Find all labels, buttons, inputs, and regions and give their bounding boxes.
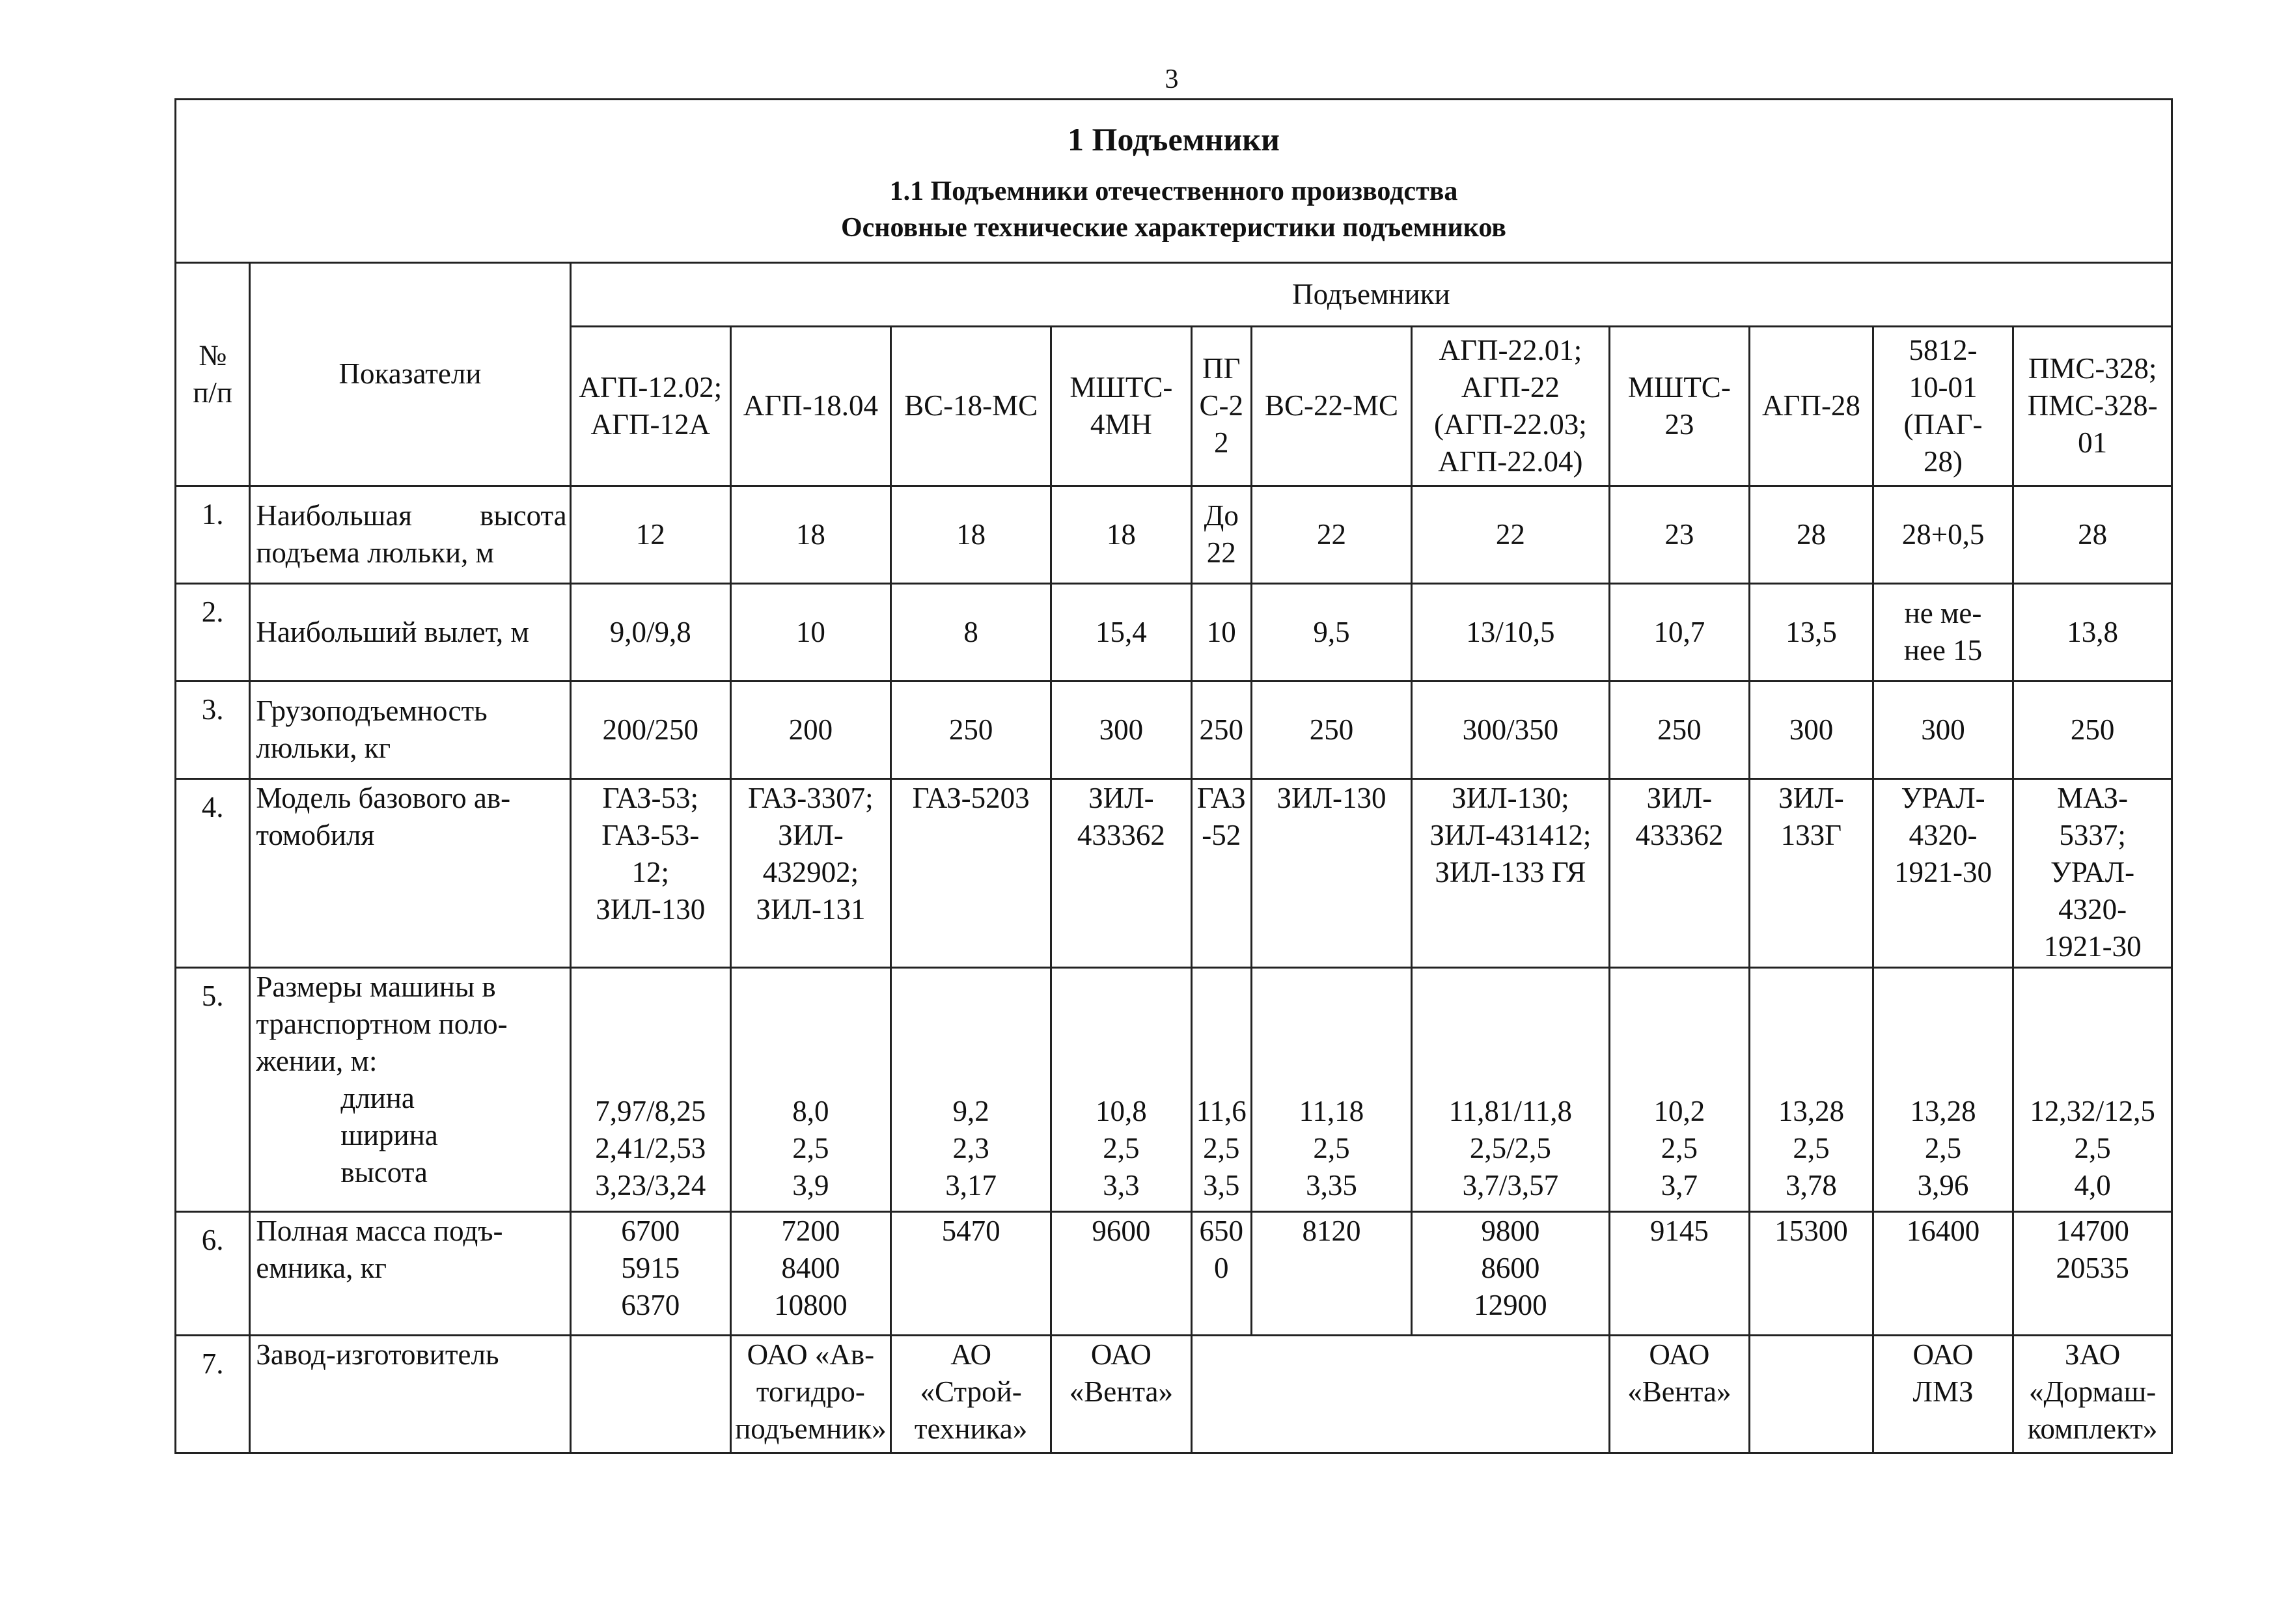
value-cell: 200: [730, 681, 890, 778]
value-cell: 300: [1051, 681, 1191, 778]
model-header: МШТС- 23: [1609, 326, 1749, 486]
value-cell: 6500: [1191, 1211, 1251, 1335]
value-cell: 200/250: [570, 681, 730, 778]
row-label: Модель базового ав- томобиля: [250, 778, 570, 967]
value-cell: 250: [1251, 681, 1411, 778]
value-cell: 13,8: [2013, 583, 2171, 681]
subsection-title: 1.1 Подъемники отечественного производства: [889, 176, 1458, 206]
value-cell: ЗИЛ-130; ЗИЛ-431412; ЗИЛ-133 ГЯ: [1412, 778, 1610, 967]
row-label: Полная масса подъ- емника, кг: [250, 1211, 570, 1335]
value-cell: 10,8 2,5 3,3: [1051, 967, 1191, 1211]
row-label: Наибольшая высота подъема люльки, м: [250, 486, 570, 583]
value-cell: 6700 5915 6370: [570, 1211, 730, 1335]
value-cell: 9,0/9,8: [570, 583, 730, 681]
value-cell: 18: [730, 486, 890, 583]
value-cell: 5470: [891, 1211, 1051, 1335]
col-header-indicator: Показатели: [250, 264, 570, 486]
table-row: [176, 778, 2171, 967]
value-cell: ГАЗ-52: [1191, 778, 1251, 967]
row-number: 3.: [176, 681, 250, 778]
value-cell: 13,5: [1750, 583, 1873, 681]
value-cell: 8: [891, 583, 1051, 681]
value-cell: 16400: [1873, 1211, 2013, 1335]
value-cell: 9145: [1609, 1211, 1749, 1335]
row-label-text: Размеры машины в транспортном поло- жении, м:: [256, 970, 508, 1077]
value-cell: 13,28 2,5 3,96: [1873, 967, 2013, 1211]
value-cell: 11,6 2,5 3,5: [1191, 967, 1251, 1211]
value-cell: 12,32/12,5 2,5 4,0: [2013, 967, 2171, 1211]
value-cell: ГАЗ-5203: [891, 778, 1051, 967]
table-row: [176, 1211, 2171, 1335]
value-cell: ОАО «Вента»: [1051, 1335, 1191, 1452]
col-header-number: № п/п: [176, 264, 250, 486]
value-cell: не ме- нее 15: [1873, 583, 2013, 681]
value-cell: 9,5: [1251, 583, 1411, 681]
section-header: [176, 100, 2171, 264]
document-frame: [174, 98, 2173, 1454]
row-label: Наибольший вылет, м: [250, 583, 570, 681]
value-cell: ОАО «Вента»: [1609, 1335, 1749, 1452]
model-header: ПГС-22: [1191, 326, 1251, 486]
row-number: 1.: [176, 486, 250, 583]
value-cell: 9600: [1051, 1211, 1191, 1335]
table-row: [176, 486, 2171, 583]
value-cell: ЗАО «Дормаш- комплект»: [2013, 1335, 2171, 1452]
value-cell: 10,7: [1609, 583, 1749, 681]
value-cell: 15,4: [1051, 583, 1191, 681]
row-number: 7.: [176, 1335, 250, 1452]
table-row: [176, 583, 2171, 681]
value-cell: ГАЗ-3307; ЗИЛ- 432902; ЗИЛ-131: [730, 778, 890, 967]
page-number: 3: [1165, 64, 1179, 94]
value-cell: 28: [1750, 486, 1873, 583]
value-cell: 300: [1750, 681, 1873, 778]
value-cell: ОАО ЛМЗ: [1873, 1335, 2013, 1452]
model-header: ПМС-328; ПМС-328- 01: [2013, 326, 2171, 486]
value-cell: АО «Строй- техника»: [891, 1335, 1051, 1452]
value-cell: 10: [1191, 583, 1251, 681]
row-number: 5.: [176, 967, 250, 1211]
value-cell: 250: [1191, 681, 1251, 778]
value-cell: 7,97/8,25 2,41/2,53 3,23/3,24: [570, 967, 730, 1211]
value-cell: [1750, 1335, 1873, 1452]
model-header: АГП-12.02; АГП-12А: [570, 326, 730, 486]
model-header: АГП-18.04: [730, 326, 890, 486]
table-row: [176, 1335, 2171, 1452]
row-sublabel: длина: [340, 1081, 415, 1114]
value-cell: 7200 8400 10800: [730, 1211, 890, 1335]
section-title: 1 Подъемники: [1068, 121, 1280, 158]
value-cell: 11,18 2,5 3,35: [1251, 967, 1411, 1211]
value-cell: ЗИЛ- 433362: [1609, 778, 1749, 967]
value-cell: 9,2 2,3 3,17: [891, 967, 1051, 1211]
value-cell: 9800 8600 12900: [1412, 1211, 1610, 1335]
row-sublabel: ширина: [340, 1118, 438, 1151]
value-cell: 10,2 2,5 3,7: [1609, 967, 1749, 1211]
value-cell: ЗИЛ- 433362: [1051, 778, 1191, 967]
value-cell: До 22: [1191, 486, 1251, 583]
value-cell: УРАЛ- 4320- 1921-30: [1873, 778, 2013, 967]
value-cell: [570, 1335, 730, 1452]
value-cell: 11,81/11,8 2,5/2,5 3,7/3,57: [1412, 967, 1610, 1211]
table-caption: Основные технические характеристики подъемников: [841, 213, 1506, 243]
value-cell: 10: [730, 583, 890, 681]
model-header: ВС-22-МС: [1251, 326, 1411, 486]
value-cell: 22: [1251, 486, 1411, 583]
row-label: [250, 967, 570, 1211]
value-cell: 250: [2013, 681, 2171, 778]
row-number: 2.: [176, 583, 250, 681]
table-row: [176, 967, 2171, 1211]
col-group-header: Подъемники: [570, 264, 2171, 326]
value-cell: 300/350: [1412, 681, 1610, 778]
row-label: Грузоподъемность люльки, кг: [250, 681, 570, 778]
value-cell: 12: [570, 486, 730, 583]
value-cell: 18: [1051, 486, 1191, 583]
model-header: ВС-18-МС: [891, 326, 1051, 486]
value-cell: 23: [1609, 486, 1749, 583]
row-number: 4.: [176, 778, 250, 967]
model-header: МШТС- 4МН: [1051, 326, 1191, 486]
model-header: АГП-22.01; АГП-22 (АГП-22.03; АГП-22.04): [1412, 326, 1610, 486]
specs-table: [176, 264, 2171, 1452]
value-cell: 14700 20535: [2013, 1211, 2171, 1335]
value-cell: 22: [1412, 486, 1610, 583]
value-cell: 250: [891, 681, 1051, 778]
row-sublabel: высота: [340, 1155, 428, 1189]
table-row: [176, 681, 2171, 778]
value-cell: 250: [1609, 681, 1749, 778]
value-cell: 8120: [1251, 1211, 1411, 1335]
value-cell: 18: [891, 486, 1051, 583]
value-cell: 28: [2013, 486, 2171, 583]
value-cell: МАЗ- 5337; УРАЛ- 4320- 1921-30: [2013, 778, 2171, 967]
value-cell: [1191, 1335, 1609, 1452]
value-cell: ЗИЛ- 133Г: [1750, 778, 1873, 967]
value-cell: 13,28 2,5 3,78: [1750, 967, 1873, 1211]
value-cell: ОАО «Ав- тогидро- подъемник»: [730, 1335, 890, 1452]
value-cell: ГАЗ-53; ГАЗ-53- 12; ЗИЛ-130: [570, 778, 730, 967]
value-cell: 8,0 2,5 3,9: [730, 967, 890, 1211]
model-header: АГП-28: [1750, 326, 1873, 486]
row-number: 6.: [176, 1211, 250, 1335]
value-cell: 15300: [1750, 1211, 1873, 1335]
value-cell: 13/10,5: [1412, 583, 1610, 681]
model-header: 5812- 10-01 (ПАГ- 28): [1873, 326, 2013, 486]
value-cell: ЗИЛ-130: [1251, 778, 1411, 967]
row-label: Завод-изготовитель: [250, 1335, 570, 1452]
value-cell: 300: [1873, 681, 2013, 778]
value-cell: 28+0,5: [1873, 486, 2013, 583]
